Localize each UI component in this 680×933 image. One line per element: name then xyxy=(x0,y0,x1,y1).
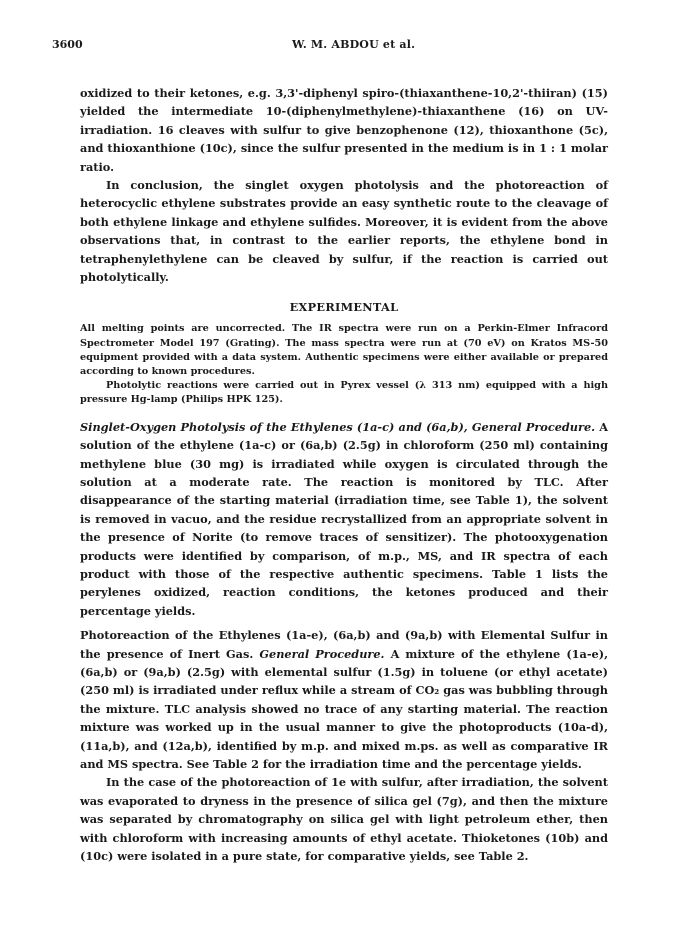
general-procedure-label: General Procedure. xyxy=(259,646,385,661)
paragraph-oxidation: oxidized to their ketones, e.g. 3,3'-diphenyl spiro-(thiaxanthene-10,2'-thiiran) (15) yielded the intermediate 10-(diphenylmethylene)-thiaxanthene (16) on UV-irradiation. 16 cleaves with sulfur to give benzophenone (12), thioxanthone (5c), and thioxanthione (10c), since the sulfur presented in the medium is in 1 : 1 molar ratio. xyxy=(80,86,608,174)
running-head: W. M. ABDOU et al. xyxy=(292,38,416,51)
paragraph-conclusion: In conclusion, the singlet oxygen photolysis and the photoreaction of heterocyclic ethylene substrates provide an easy synthetic route to the cleavage of both ethylene linkage and ethylene sulfides. Moreover, it is evident from the above observations that, in contrast to the earlier reports, the ethylene bond in tetraphenylethylene can be cleaved by sulfur, if the reaction is carried out photolytically. xyxy=(80,178,608,285)
singlet-oxygen-heading: Singlet-Oxygen Photolysis of the Ethylenes (1a-c) and (6a,b), General Procedure. xyxy=(80,419,596,434)
page-number: 3600 xyxy=(52,38,83,51)
sulfur-photoreaction-heading: Photoreaction of the Ethylenes (1a-e), (6a,b) and (9a,b) with Elemental Sulfur in the presence of Inert Gas. xyxy=(80,628,608,661)
paragraph-case-1e: In the case of the photoreaction of 1e with sulfur, after irradiation, the solvent was evaporated to dryness in the presence of silica gel (7g), and then the mixture was separated by chromatography on silica gel with light petroleum ether, then with chloroform with increasing amounts of ethyl acetate. Thioketones (10b) and (10c) were isolated in a pure state, for comparative yields, see Table 2. xyxy=(80,775,608,864)
sulfur-photoreaction-text: A mixture of the ethylene (1a-e), (6a,b) or (9a,b) (2.5g) with elemental sulfur (1.5g) in toluene (or ethyl acetate) (250 ml) is irradiated under reflux while a stream of CO₂ gas was bubbling through the mixture. TLC analysis showed no trace of any starting material. The reaction mixture was worked up in the usual manner to give the photoproducts (10a-d), (11a,b), and (12a,b), identified by m.p. and mixed m.ps. as well as comparative IR and MS spectra. See Table 2 for the irradiation time and the percentage yields. xyxy=(80,646,608,771)
article-body xyxy=(80,84,608,865)
singlet-oxygen-procedure xyxy=(80,418,608,620)
sulfur-photoreaction-procedure xyxy=(80,626,608,773)
page-header xyxy=(52,38,620,54)
photolysis-equipment-text: Photolytic reactions were carried out in Pyrex vessel (λ 313 nm) equipped with a high pressure Hg-lamp (Philips HPK 125). xyxy=(80,380,608,406)
general-methods-text: All melting points are uncorrected. The IR spectra were run on a Perkin-Elmer Infracord Spectrometer Model 197 (Grating). The mass spectra were run at (70 eV) on Kratos MS-50 equipment provided with a data system. Authentic specimens were either available or prepared according to known procedures. xyxy=(80,323,608,378)
section-title-experimental: EXPERIMENTAL xyxy=(289,300,399,315)
singlet-oxygen-text: A solution of the ethylene (1a-c) or (6a,b) (2.5g) in chloroform (250 ml) containing methylene blue (30 mg) is irradiated while oxygen is circulated through the solution at a moderate rate. The reaction is monitored by TLC. After disappearance of the starting material (irradiation time, see Table 1), the solvent is removed in vacuo, and the residue recrystallized from an appropriate solvent in the presence of Norite (to remove traces of sensitizer). The photooxygenation products were identified by comparison, of m.p., MS, and IR spectra of each product with those of the respective authentic specimens. Table 1 lists the perylenes oxidized, reaction conditions, the ketones produced and their percentage yields. xyxy=(80,419,609,618)
general-methods xyxy=(80,322,608,407)
